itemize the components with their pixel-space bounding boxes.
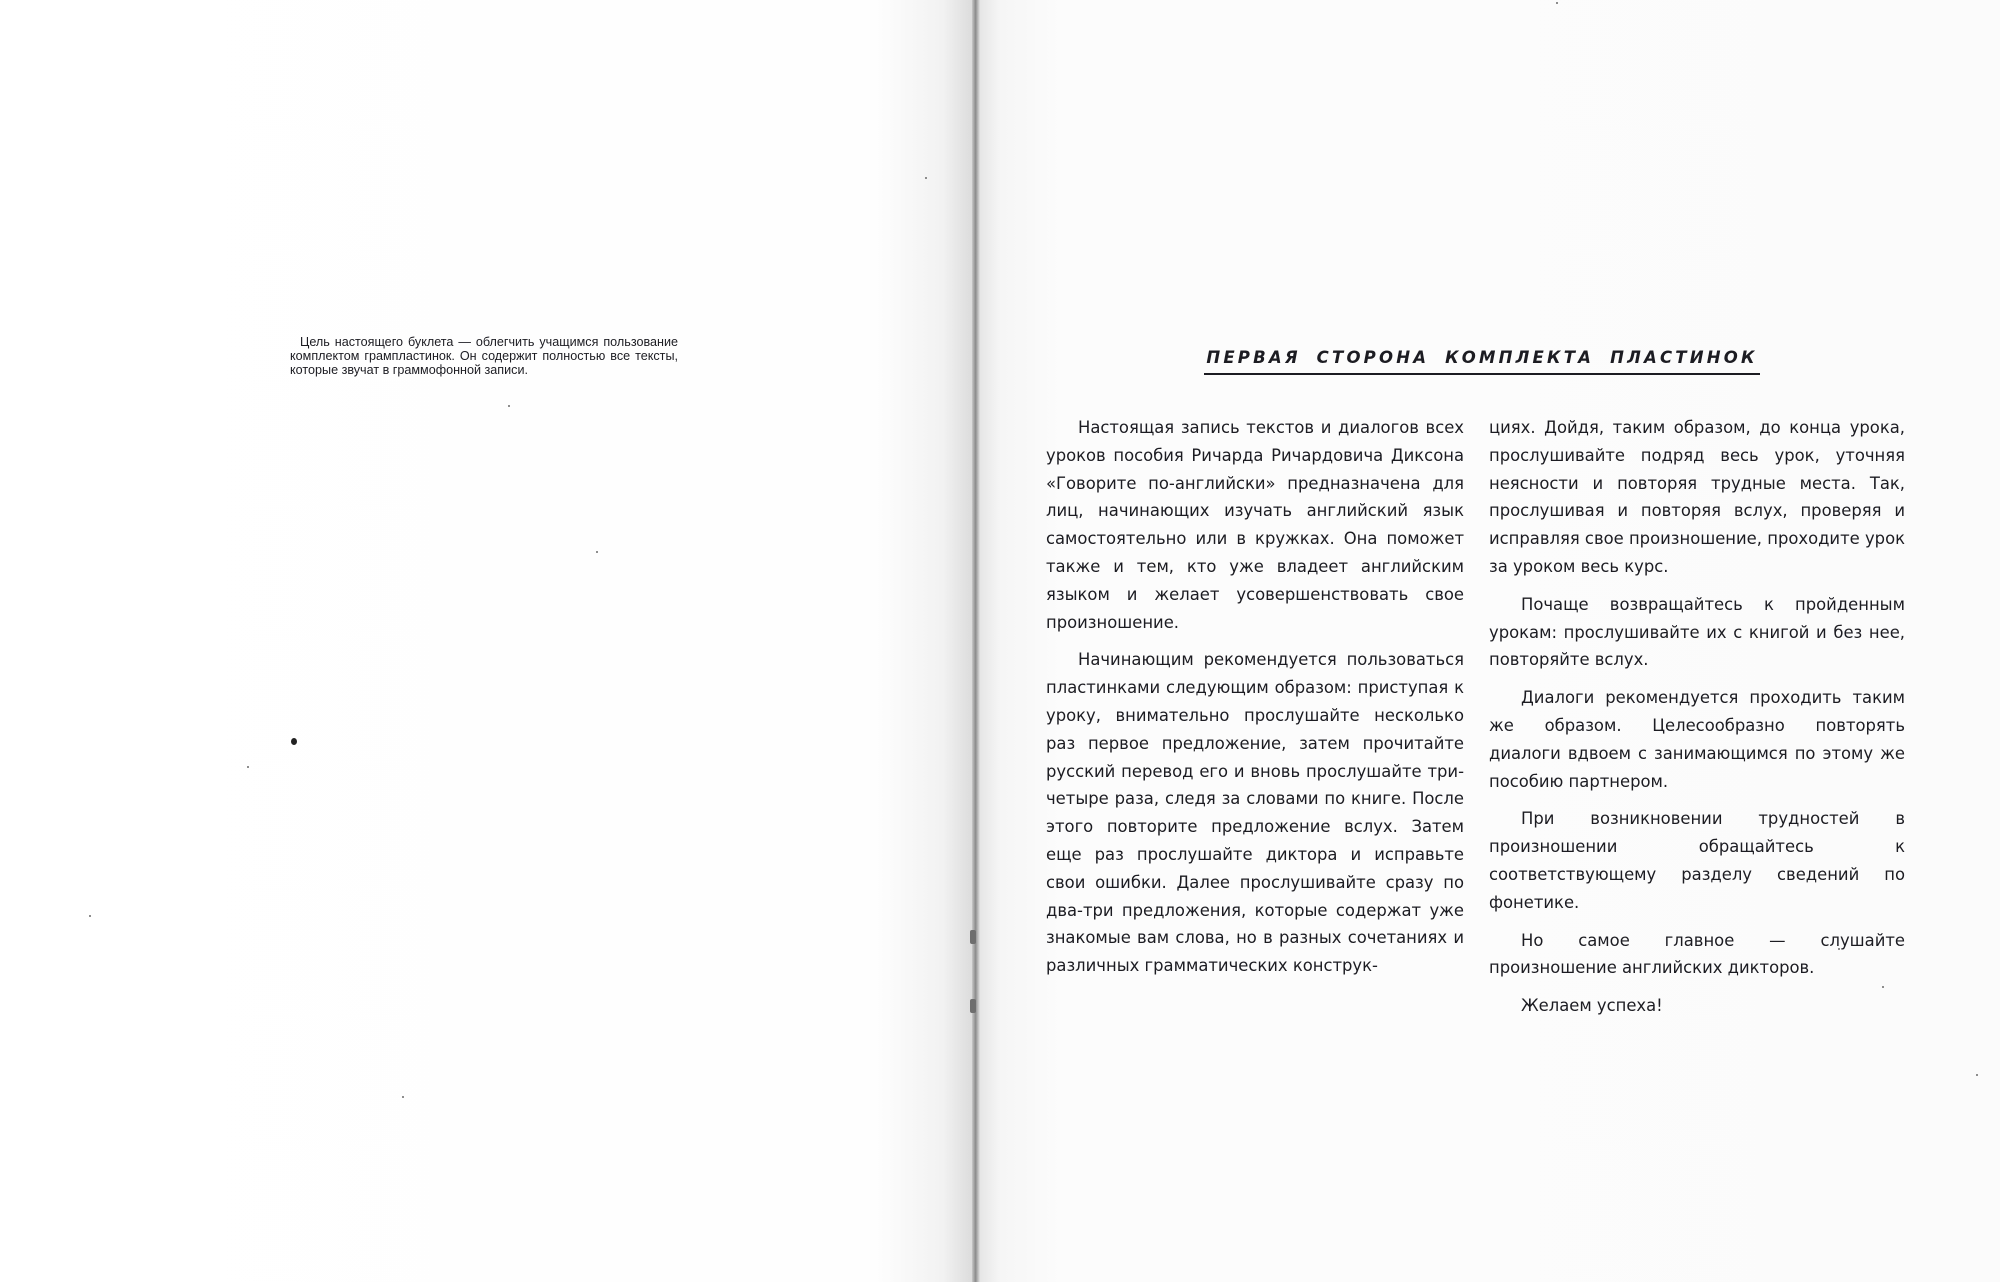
left-page xyxy=(0,0,972,1282)
paper-speck xyxy=(291,738,297,745)
paper-speck xyxy=(402,1096,404,1098)
paper-speck xyxy=(89,915,91,917)
staple xyxy=(970,930,976,944)
paragraph: Но самое главное — слушайте произношение английских дикторов. xyxy=(1489,930,1905,978)
paragraph: циях. Дойдя, таким образом, до конца урока, прослушивайте подряд весь урок, уточняя неясности и повторяя трудные места. Так, прослушивая и повторяя вслух, проверяя и исправляя свое произношение, проходите урок за уроком весь курс. xyxy=(1489,418,1905,576)
paper-speck xyxy=(247,766,249,768)
paper-speck xyxy=(508,405,510,407)
paper-speck xyxy=(1556,2,1558,4)
paragraph: При возникновении трудностей в произношении обращайтесь к соответствующему разделу сведений по фонетике. xyxy=(1489,809,1905,912)
text-column-right xyxy=(1489,414,1905,1030)
intro-paragraph: Цель настоящего буклета — облегчить учащимся пользование комплектом грампластинок. Он содержит полностью все тексты, которые звучат в граммофонной записи. xyxy=(290,335,678,377)
paragraph: Диалоги рекомендуется проходить таким же образом. Целесообразно повторять диалоги вдвоем с занимающимся по этому же пособию партнером. xyxy=(1489,688,1905,791)
staple xyxy=(970,999,976,1013)
text-column-left xyxy=(1046,414,1464,990)
paper-speck xyxy=(1976,1074,1978,1076)
paragraph: Начинающим рекомендуется пользоваться пластинками следующим образом: приступая к уроку, внимательно прослушайте несколько раз первое предложение, затем прочитайте русский перевод его и вновь прослушайте три-четыре раза, следя за словами по книге. После этого повторите предложение вслух. Затем еще раз прослушайте диктора и исправьте свои ошибки. Далее прослушивайте сразу по два-три предложения, которые содержат уже знакомые вам слова, но в разных сочетаниях и различных грамматических конструк- xyxy=(1046,650,1464,976)
paragraph: Желаем успеха! xyxy=(1521,996,1663,1016)
paper-speck xyxy=(596,551,598,553)
gutter-fold xyxy=(972,0,980,1282)
page-heading: ПЕРВАЯ СТОРОНА КОМПЛЕКТА ПЛАСТИНОК xyxy=(1204,348,1760,375)
paragraph: Почаще возвращайтесь к пройденным урокам: прослушивайте их с книгой и без нее, повторяйте вслух. xyxy=(1489,594,1905,670)
paragraph: Настоящая запись текстов и диалогов всех уроков пособия Ричарда Ричардовича Диксона «Говорите по-английски» предназначена для лиц, начинающих изучать английский язык самостоятельно или в кружках. Она поможет также и тем, кто уже владеет английским языком и желает усовершенствовать свое произношение. xyxy=(1046,418,1464,632)
paper-speck xyxy=(925,177,927,179)
